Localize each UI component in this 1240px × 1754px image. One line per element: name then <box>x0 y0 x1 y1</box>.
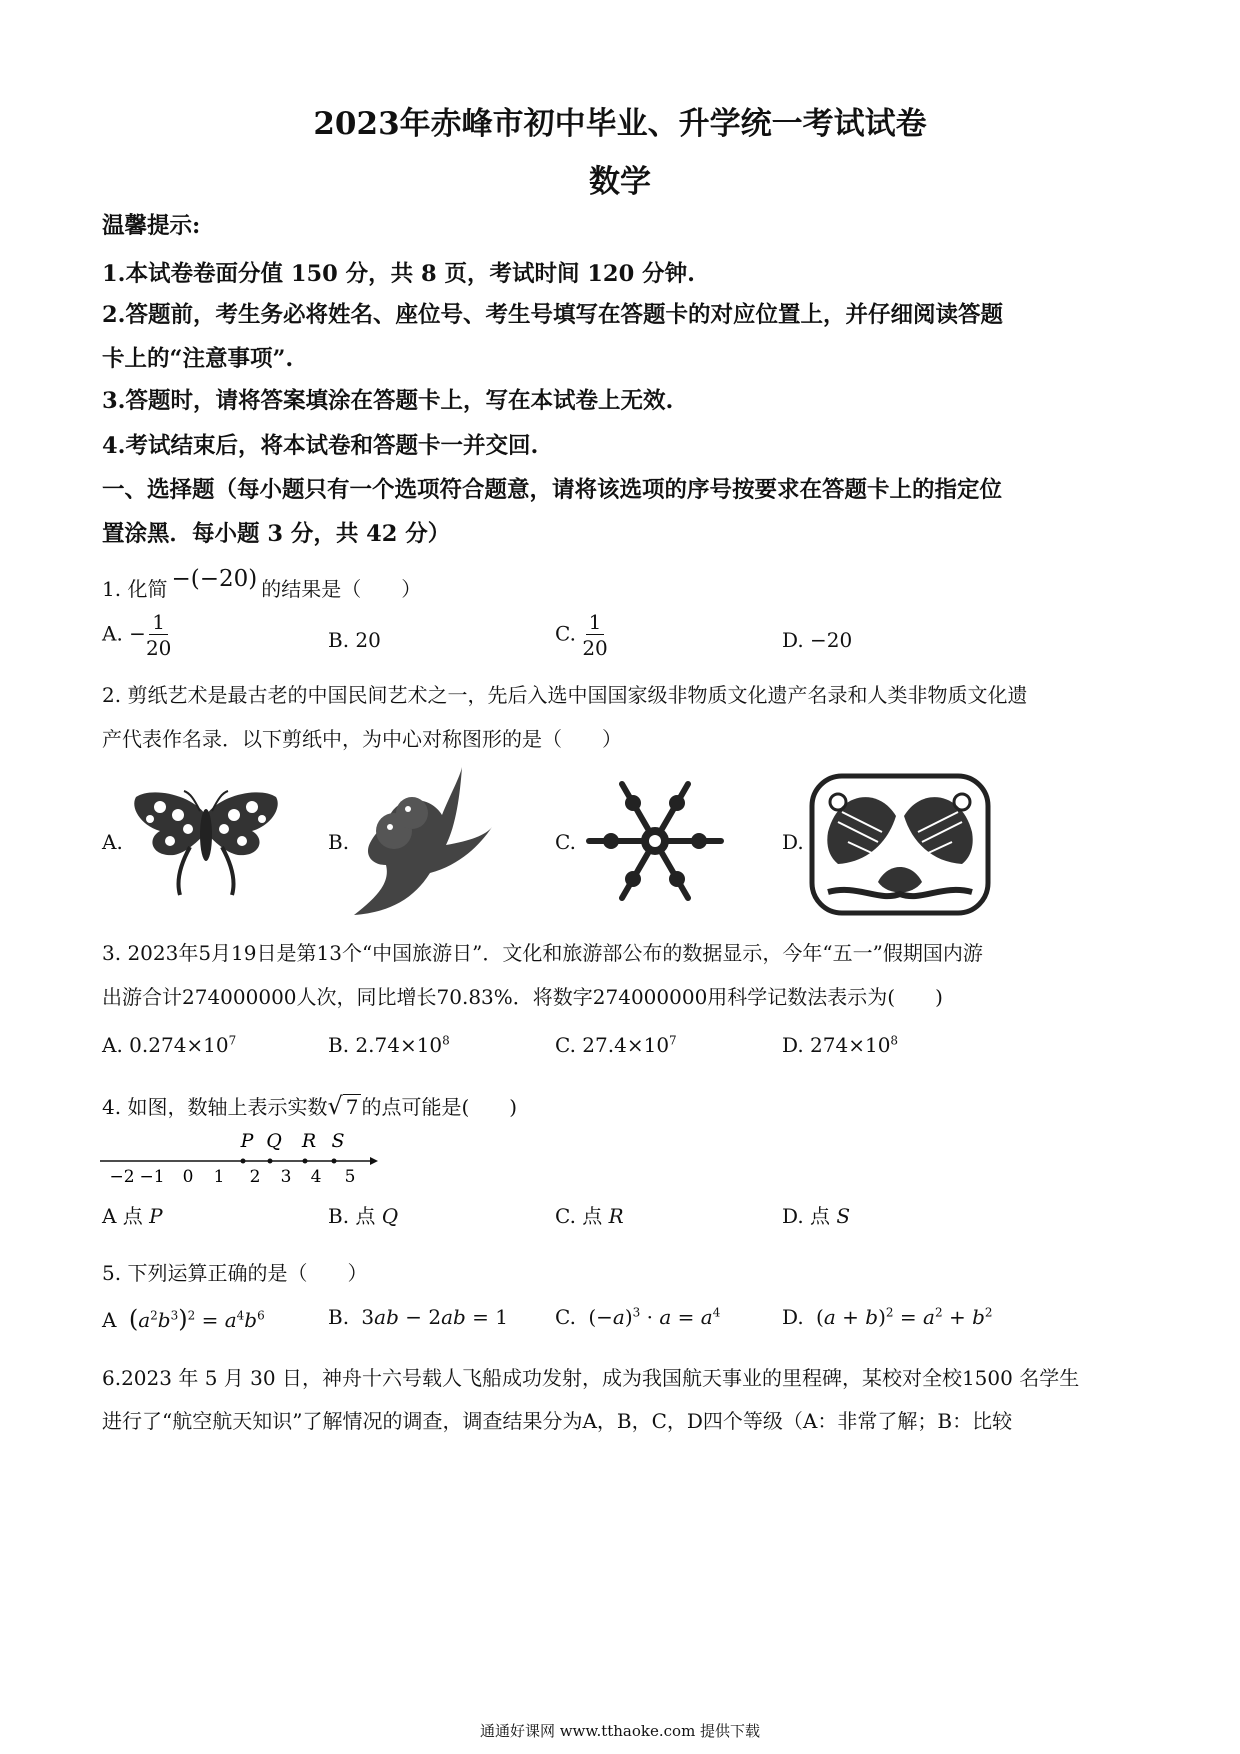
q5-option-a[interactable] <box>102 1305 265 1333</box>
tip-3: 3.答题时，请将答案填涂在答题卡上，写在本试卷上无效. <box>102 388 674 414</box>
number-line-arrow <box>370 1157 378 1165</box>
q1-c-num: 1 <box>586 612 605 635</box>
q2-line1: 2. 剪纸艺术是最古老的中国民间艺术之一，先后入选中国国家级非物质文化遗产名录和人类非物质文化遗 <box>102 683 1028 707</box>
tip-1: 1.本试卷卷面分值 150 分，共 8 页，考试时间 120 分钟. <box>102 261 695 287</box>
fish-papercut-image <box>808 772 992 917</box>
q3-line1: 3. 2023年5月19日是第13个“中国旅游日”．文化和旅游部公布的数据显示，今年“五一”假期国内游 <box>102 941 983 965</box>
q3-a-text: A. 0.274×10 <box>102 1033 229 1057</box>
q6-line2: 进行了“航空航天知识”了解情况的调查，调查结果分为A，B，C，D四个等级（A：非常了解；B：比较 <box>102 1409 1013 1433</box>
number-line-tick-label: 3 <box>280 1167 292 1187</box>
q1-option-b[interactable]: B. 20 <box>328 628 381 652</box>
q3-a-exp: 7 <box>228 1033 237 1048</box>
q1-post: 的结果是（ ） <box>261 577 422 601</box>
number-line-point-p <box>241 1159 246 1164</box>
q3-d-text: D. 274×10 <box>782 1033 891 1057</box>
q4-d-label: D. 点 <box>782 1204 831 1228</box>
number-line-tick-label: 4 <box>310 1167 322 1187</box>
number-line-point-r <box>303 1159 308 1164</box>
q1-c-fraction <box>582 612 607 658</box>
q6-line1: 6.2023 年 5 月 30 日，神舟十六号载人飞船成功发射，成为我国航天事业的里程碑，某校对全校1500 名学生 <box>102 1366 1080 1390</box>
swallow-papercut-image <box>350 765 495 915</box>
q1-stem <box>102 566 422 602</box>
tips-heading: 温馨提示: <box>102 213 201 239</box>
q3-c-exp: 7 <box>669 1033 677 1048</box>
tip-2-line2: 卡上的“注意事项”. <box>102 346 294 372</box>
q4-pre: 4. 如图，数轴上表示实数 <box>102 1095 328 1119</box>
number-line-point-s <box>332 1159 337 1164</box>
number-line-point-label: S <box>331 1130 345 1152</box>
q1-a-fraction <box>146 612 171 658</box>
section1-line2: 置涂黑．每小题 3 分，共 42 分） <box>102 521 451 547</box>
q5-a-label: A <box>102 1308 117 1332</box>
q1-a-sign: − <box>129 621 146 646</box>
q1-a-num: 1 <box>149 612 168 635</box>
number-line-point-label: Q <box>266 1130 282 1152</box>
number-line-tick-label: −1 <box>139 1167 165 1187</box>
q4-c-value: R <box>608 1204 624 1228</box>
subject-title: 数学 <box>589 164 651 200</box>
q3-option-d[interactable] <box>782 1033 898 1057</box>
q2-option-a[interactable]: A. <box>102 830 123 854</box>
q2-line2: 产代表作名录．以下剪纸中，为中心对称图形的是（ ） <box>102 727 622 751</box>
q5-c-label: C. <box>555 1305 576 1329</box>
q1-pre: 1. 化简 <box>102 577 168 601</box>
number-line-point-q <box>268 1159 273 1164</box>
q5-b-label: B. <box>328 1305 350 1329</box>
number-line-tick-label: 0 <box>182 1167 194 1187</box>
q1-expr: −(−20) <box>171 566 258 592</box>
q3-b-text: B. 2.74×10 <box>328 1033 443 1057</box>
q1-option-a[interactable] <box>102 612 171 658</box>
q2-option-c[interactable]: C. <box>555 830 576 854</box>
q5-stem: 5. 下列运算正确的是（ ） <box>102 1261 368 1285</box>
tip-2-line1: 2.答题前，考生务必将姓名、座位号、考生号填写在答题卡的对应位置上，并仔细阅读答题 <box>102 302 1003 328</box>
q4-b-label: B. 点 <box>328 1204 376 1228</box>
number-line-tick-label: 2 <box>249 1167 261 1187</box>
tip-4: 4.考试结束后，将本试卷和答题卡一并交回. <box>102 433 539 459</box>
q2-option-b[interactable]: B. <box>328 830 350 854</box>
q4-d-value: S <box>836 1204 851 1228</box>
q4-b-value: Q <box>381 1204 399 1228</box>
q4-stem <box>102 1091 517 1120</box>
page-footer: 通通好课网 www.tthaoke.com 提供下载 <box>479 1722 761 1740</box>
butterfly-papercut-image <box>130 785 282 897</box>
q5-option-d[interactable] <box>782 1305 993 1329</box>
q1-option-d[interactable]: D. −20 <box>782 628 853 652</box>
q2-option-d[interactable]: D. <box>782 830 804 854</box>
q4-c-label: C. 点 <box>555 1204 603 1228</box>
q5-d-formula: $(a + b)^2 = a^2 + b^2$ <box>816 1305 993 1329</box>
q3-line2: 出游合计274000000人次，同比增长70.83%．将数字274000000用科学记数法表示为( ) <box>102 985 943 1009</box>
q4-post: 的点可能是( ) <box>361 1095 518 1119</box>
sqrt-symbol: √ <box>327 1092 343 1120</box>
q3-d-exp: 8 <box>890 1033 899 1048</box>
q3-option-a[interactable] <box>102 1033 236 1057</box>
number-line-figure <box>100 1128 390 1190</box>
q4-option-b[interactable] <box>328 1200 398 1229</box>
q3-option-c[interactable] <box>555 1033 677 1057</box>
number-line-tick-label: 5 <box>344 1167 356 1187</box>
q4-option-c[interactable] <box>555 1200 624 1229</box>
number-line-tick-label: 1 <box>213 1167 225 1187</box>
q3-option-b[interactable] <box>328 1033 450 1057</box>
q1-c-den: 20 <box>582 636 608 660</box>
q4-root: 7 <box>343 1094 362 1119</box>
q4-a-value: P <box>149 1204 163 1228</box>
q5-option-b[interactable] <box>328 1305 508 1329</box>
q1-c-label: C. <box>555 621 576 646</box>
q5-a-formula: $(a^2b^3)^2 = a^4b^6$ <box>128 1305 265 1333</box>
q1-a-den: 20 <box>145 636 172 660</box>
q5-option-c[interactable] <box>555 1305 720 1329</box>
q1-option-c[interactable] <box>555 612 608 658</box>
q4-option-a[interactable] <box>102 1200 163 1229</box>
number-line-tick-label: −2 <box>109 1167 135 1187</box>
q3-c-text: C. 27.4×10 <box>555 1033 670 1057</box>
q5-b-formula: 3ab − 2ab = 1 <box>361 1305 509 1329</box>
q4-a-label: A 点 <box>102 1204 143 1228</box>
number-line-point-label: P <box>240 1130 254 1152</box>
q3-b-exp: 8 <box>442 1033 450 1048</box>
number-line-point-label: R <box>301 1130 317 1152</box>
q5-c-formula: $(-a)^3 \cdot a = a^4$ <box>588 1305 721 1329</box>
q5-d-label: D. <box>782 1305 804 1329</box>
q1-a-label: A. <box>102 621 123 646</box>
section1-line1: 一、选择题（每小题只有一个选项符合题意，请将该选项的序号按要求在答题卡上的指定位 <box>102 477 1003 503</box>
exam-title: 2023年赤峰市初中毕业、升学统一考试试卷 <box>313 106 927 142</box>
snowflake-papercut-image <box>585 780 725 902</box>
q4-option-d[interactable] <box>782 1200 850 1229</box>
